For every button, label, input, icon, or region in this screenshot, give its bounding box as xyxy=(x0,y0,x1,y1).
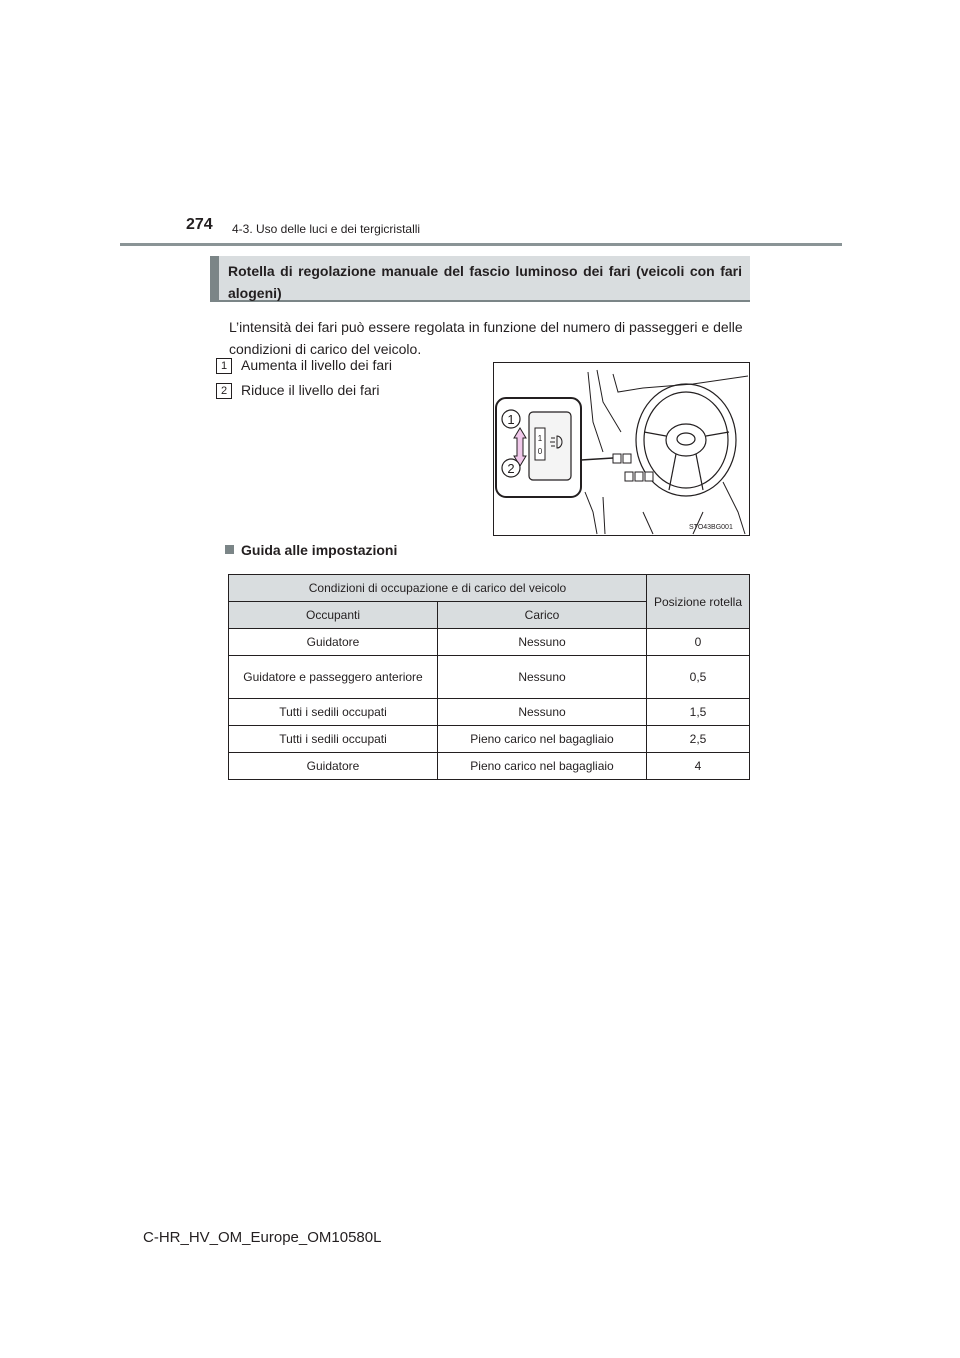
position-cell: 1,5 xyxy=(647,699,750,726)
dashboard-illustration xyxy=(493,362,750,536)
guide-title-text: Guida alle impostazioni xyxy=(241,542,398,558)
guide-title xyxy=(225,542,397,558)
table-row xyxy=(229,753,750,780)
step-1 xyxy=(216,357,392,374)
occupants-cell: Tutti i sedili occupati xyxy=(229,699,438,726)
square-bullet-icon xyxy=(225,545,234,554)
intro-paragraph: L’intensità dei fari può essere regolata in funzione del numero di passeggeri e delle condizioni di carico del veicolo. xyxy=(229,319,743,357)
dial-mark-bottom: 0 xyxy=(537,447,543,456)
table-position-header: Posizione rotella xyxy=(647,575,750,629)
step-2-text: Riduce il livello dei fari xyxy=(241,382,380,398)
dial-mark-top: 1 xyxy=(537,434,543,443)
load-cell: Pieno carico nel bagagliaio xyxy=(438,753,647,780)
table-row xyxy=(229,726,750,753)
table-group-header: Condizioni di occupazione e di carico del veicolo xyxy=(229,575,647,602)
position-cell: 0,5 xyxy=(647,656,750,699)
position-cell: 2,5 xyxy=(647,726,750,753)
footer-doc-id: C-HR_HV_OM_Europe_OM10580L xyxy=(143,1229,382,1246)
load-cell: Nessuno xyxy=(438,656,647,699)
table-occupants-header: Occupanti xyxy=(229,602,438,629)
callout-2: 2 xyxy=(507,461,515,476)
figure-code: STO43BG001 xyxy=(689,524,733,531)
step-2 xyxy=(216,382,380,399)
table-row xyxy=(229,656,750,699)
header-divider xyxy=(120,243,842,246)
settings-table xyxy=(228,574,750,780)
occupants-cell: Guidatore xyxy=(229,629,438,656)
step-number-1: 1 xyxy=(216,358,232,374)
step-number-2: 2 xyxy=(216,383,232,399)
load-cell: Nessuno xyxy=(438,629,647,656)
table-load-header: Carico xyxy=(438,602,647,629)
section-title: Rotella di regolazione manuale del fascio luminoso dei fari (veicoli con fari alogeni) xyxy=(210,256,750,302)
page-number: 274 xyxy=(186,216,213,233)
load-cell: Pieno carico nel bagagliaio xyxy=(438,726,647,753)
position-cell: 4 xyxy=(647,753,750,780)
load-cell: Nessuno xyxy=(438,699,647,726)
occupants-cell: Guidatore e passeggero anteriore xyxy=(229,656,438,699)
occupants-cell: Guidatore xyxy=(229,753,438,780)
dashboard-drawing xyxy=(493,362,750,536)
step-1-text: Aumenta il livello dei fari xyxy=(241,357,392,373)
occupants-cell: Tutti i sedili occupati xyxy=(229,726,438,753)
breadcrumb: 4-3. Uso delle luci e dei tergicristalli xyxy=(232,222,421,236)
table-row xyxy=(229,629,750,656)
position-cell: 0 xyxy=(647,629,750,656)
table-row xyxy=(229,699,750,726)
callout-1: 1 xyxy=(507,412,515,427)
